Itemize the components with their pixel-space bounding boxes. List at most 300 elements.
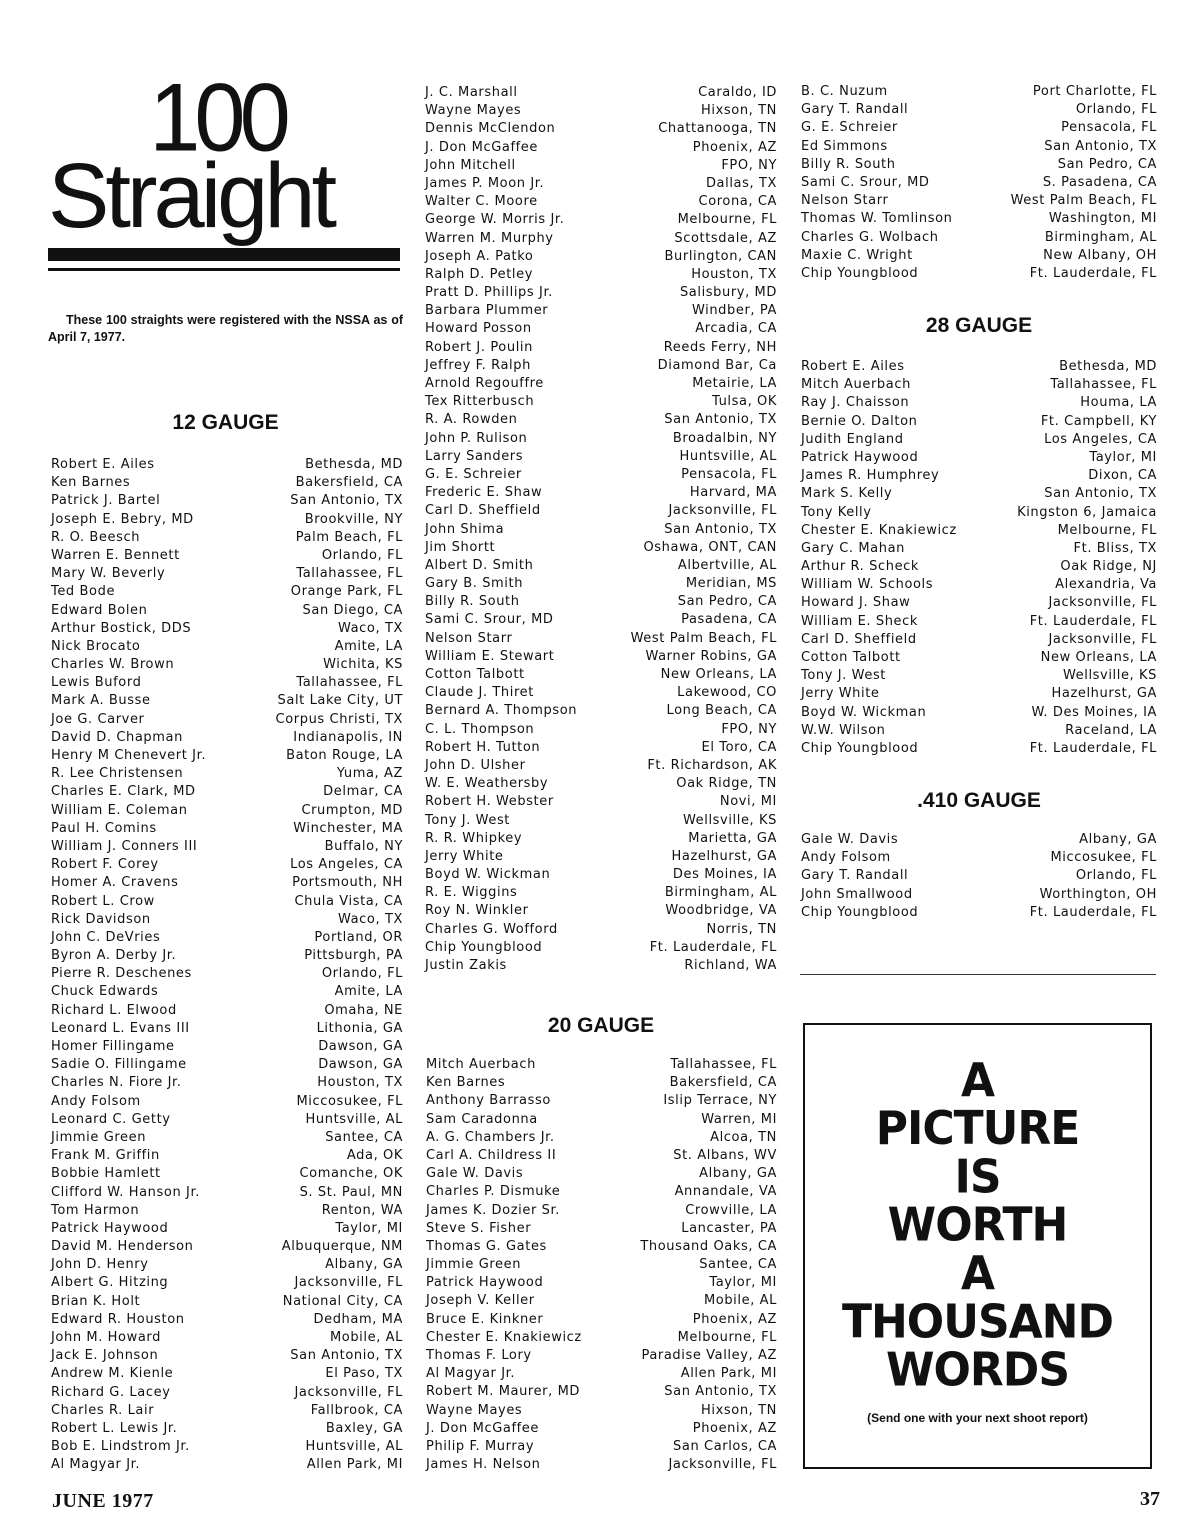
shooter-name: Joe G. Carver <box>51 711 145 727</box>
list-item <box>51 674 403 692</box>
shooter-location: Birmingham, AL <box>1044 229 1157 245</box>
list-item <box>425 393 777 411</box>
shooter-location: Hazelhurst, GA <box>1051 686 1157 702</box>
shooter-location: Chula Vista, CA <box>294 893 403 909</box>
list-item <box>51 820 403 838</box>
shooter-location: Melbourne, FL <box>1057 522 1157 538</box>
shooter-location: Taylor, MI <box>335 1220 403 1236</box>
list-item <box>425 648 777 666</box>
list-12-gauge-part2 <box>425 84 777 975</box>
shooter-location: Ft. Lauderdale, FL <box>649 939 777 955</box>
list-item <box>425 521 777 539</box>
shooter-location: Scottsdale, AZ <box>674 230 777 246</box>
shooter-location: Albany, GA <box>699 1166 777 1182</box>
shooter-name: Robert L. Crow <box>51 893 155 909</box>
shooter-location: Corona, CA <box>698 194 777 210</box>
shooter-location: FPO, NY <box>721 157 777 173</box>
list-item <box>426 1238 777 1256</box>
shooter-location: Burlington, CAN <box>664 248 777 264</box>
list-item <box>51 656 403 674</box>
shooter-name: Thomas W. Tomlinson <box>801 211 953 227</box>
list-item <box>801 594 1157 612</box>
list-item <box>426 1147 777 1165</box>
list-item <box>51 929 403 947</box>
shooter-name: Carl D. Sheffield <box>425 503 541 519</box>
title-rule-thin <box>48 268 400 271</box>
shooter-location: Lakewood, CO <box>677 685 777 701</box>
shooter-name: Jack E. Johnson <box>51 1348 159 1364</box>
shooter-location: Portsmouth, NH <box>292 875 403 891</box>
list-item <box>426 1365 777 1383</box>
list-item <box>51 1365 403 1383</box>
shooter-location: Pittsburgh, PA <box>304 948 403 964</box>
list-item <box>51 511 403 529</box>
list-item <box>51 856 403 874</box>
list-item <box>51 1184 403 1202</box>
shooter-name: Philip F. Murray <box>426 1438 535 1454</box>
list-item <box>51 602 403 620</box>
shooter-name: Robert J. Poulin <box>425 339 533 355</box>
list-item <box>425 830 777 848</box>
shooter-name: Chuck Edwards <box>51 984 159 1000</box>
list-item <box>426 1165 777 1183</box>
shooter-location: San Antonio, TX <box>1044 486 1157 502</box>
shooter-name: Charles G. Wofford <box>425 921 558 937</box>
ad-line: THOUSAND <box>841 1295 1114 1349</box>
shooter-location: Islip Terrace, NY <box>663 1093 777 1109</box>
shooter-name: Steve S. Fisher <box>426 1220 532 1236</box>
shooter-name: Patrick Haywood <box>51 1220 169 1236</box>
list-item <box>426 1129 777 1147</box>
shooter-name: R. Lee Christensen <box>51 766 184 782</box>
shooter-name: Sadie O. Fillingame <box>51 1057 187 1073</box>
shooter-name: John D. Henry <box>51 1257 149 1273</box>
shooter-location: Ft. Lauderdale, FL <box>1029 613 1157 629</box>
list-item <box>426 1256 777 1274</box>
shooter-name: Al Magyar Jr. <box>51 1457 141 1473</box>
shooter-name: Nelson Starr <box>801 193 889 209</box>
list-item <box>51 1438 403 1456</box>
shooter-location: Salisbury, MD <box>679 285 777 301</box>
shooter-name: Thomas F. Lory <box>426 1348 532 1363</box>
list-item <box>801 413 1157 431</box>
list-item <box>801 831 1157 849</box>
list-item <box>426 1056 777 1074</box>
shooter-location: Alcoa, TN <box>710 1129 777 1145</box>
list-item <box>426 1074 777 1092</box>
shooter-location: Wellsville, KS <box>682 812 777 828</box>
list-item <box>426 1383 777 1401</box>
shooter-location: Orlando, FL <box>321 547 403 563</box>
list-item <box>51 1274 403 1292</box>
shooter-name: Paul H. Comins <box>51 820 157 836</box>
shooter-location: Miccosukee, FL <box>296 1093 403 1109</box>
shooter-location: Jacksonville, FL <box>1048 631 1157 647</box>
list-28-gauge <box>801 358 1157 758</box>
shooter-name: Mary W. Beverly <box>51 566 166 582</box>
shooter-name: William E. Sheck <box>801 613 919 629</box>
list-item <box>801 904 1157 922</box>
heading-12-gauge: 12 GAUGE <box>172 411 279 434</box>
list-item <box>801 867 1157 885</box>
shooter-name: R. E. Wiggins <box>425 885 518 901</box>
shooter-location: Oshawa, ONT, CAN <box>643 539 777 555</box>
list-item <box>51 1311 403 1329</box>
shooter-name: Richard L. Elwood <box>51 1002 177 1018</box>
shooter-name: Tony J. West <box>425 812 511 828</box>
shooter-location: Jacksonville, FL <box>668 503 777 519</box>
shooter-name: Mitch Auerbach <box>426 1057 536 1072</box>
shooter-name: Chester E. Knakiewicz <box>801 522 957 538</box>
title-rule-thick <box>48 248 400 261</box>
shooter-name: Billy R. South <box>801 156 896 172</box>
shooter-name: Sam Caradonna <box>426 1111 538 1127</box>
shooter-location: Ft. Lauderdale, FL <box>1029 740 1157 756</box>
shooter-name: John M. Howard <box>51 1330 161 1345</box>
list-item <box>801 394 1157 412</box>
list-item <box>425 902 777 920</box>
shooter-name: Nick Brocato <box>51 638 141 654</box>
heading-20-gauge: 20 GAUGE <box>547 1014 655 1037</box>
shooter-location: Oak Ridge, TN <box>676 776 777 792</box>
list-item <box>51 1111 403 1129</box>
list-item <box>51 1384 403 1402</box>
ad-line: IS <box>954 1150 1001 1204</box>
shooter-name: Charles R. Lair <box>51 1402 155 1418</box>
shooter-name: Bernie O. Dalton <box>801 413 918 429</box>
shooter-location: Novi, MI <box>719 794 777 810</box>
shooter-location: West Palm Beach, FL <box>630 630 777 646</box>
list-item <box>801 704 1157 722</box>
shooter-location: San Antonio, TX <box>664 1384 777 1400</box>
shooter-name: Warren E. Bennett <box>51 547 180 563</box>
list-item <box>426 1202 777 1220</box>
shooter-location: Raceland, LA <box>1065 722 1157 738</box>
shooter-location: Huntsville, AL <box>679 448 777 464</box>
ad-headline <box>805 1053 1150 1398</box>
shooter-name: Jerry White <box>425 848 504 864</box>
shooter-location: Ft. Richardson, AK <box>647 757 777 773</box>
shooter-location: New Orleans, LA <box>660 667 777 682</box>
shooter-location: New Orleans, LA <box>1040 650 1157 665</box>
shooter-location: Metairie, LA <box>692 376 777 391</box>
list-item <box>51 783 403 801</box>
shooter-location: Ft. Campbell, KY <box>1040 413 1157 429</box>
shooter-name: Clifford W. Hanson Jr. <box>51 1184 200 1200</box>
shooter-name: William J. Conners III <box>51 838 198 854</box>
shooter-name: Bob E. Lindstrom Jr. <box>51 1439 190 1455</box>
list-item <box>801 247 1157 265</box>
list-20-gauge-part1 <box>426 1056 777 1474</box>
list-item <box>51 983 403 1001</box>
shooter-location: Tallahassee, FL <box>670 1057 777 1072</box>
shooter-name: Ralph D. Petley <box>425 266 533 282</box>
list-item <box>51 492 403 510</box>
list-item <box>51 711 403 729</box>
shooter-name: Sami C. Srour, MD <box>425 612 554 628</box>
shooter-name: Homer A. Cravens <box>51 875 179 891</box>
page-number: 37 <box>1140 1488 1160 1510</box>
shooter-name: Gary T. Randall <box>801 102 909 118</box>
list-item <box>425 484 777 502</box>
shooter-location: Pensacola, FL <box>681 466 777 482</box>
shooter-location: Paradise Valley, AZ <box>641 1348 777 1363</box>
list-item <box>51 547 403 565</box>
shooter-name: James K. Dozier Sr. <box>426 1202 560 1218</box>
shooter-name: Henry M Chenevert Jr. <box>51 748 207 763</box>
shooter-name: Patrick Haywood <box>801 449 919 465</box>
list-item <box>801 83 1157 101</box>
shooter-location: Jacksonville, FL <box>294 1384 403 1400</box>
list-item <box>51 456 403 474</box>
shooter-name: R. R. Whipkey <box>425 830 523 846</box>
shooter-location: Kingston 6, Jamaica <box>1017 504 1157 520</box>
shooter-location: Windber, PA <box>691 303 777 319</box>
list-item <box>425 739 777 757</box>
list-item <box>425 339 777 357</box>
shooter-name: Pierre R. Deschenes <box>51 966 192 982</box>
shooter-location: Arcadia, CA <box>695 321 777 337</box>
list-item <box>51 893 403 911</box>
list-item <box>801 485 1157 503</box>
shooter-name: Gary B. Smith <box>425 576 524 592</box>
shooter-name: Tony Kelly <box>801 504 872 520</box>
shooter-name: Wayne Mayes <box>426 1402 523 1418</box>
list-item <box>425 357 777 375</box>
shooter-name: John Mitchell <box>425 157 516 173</box>
page-title-word: Straight <box>48 145 334 247</box>
shooter-name: Joseph E. Bebry, MD <box>51 511 194 527</box>
shooter-name: David M. Henderson <box>51 1239 194 1255</box>
shooter-name: Robert M. Maurer, MD <box>426 1384 581 1400</box>
shooter-location: Salt Lake City, UT <box>277 693 403 709</box>
shooter-name: R. O. Beesch <box>51 529 141 545</box>
list-item <box>425 211 777 229</box>
shooter-name: W. E. Weathersby <box>425 776 549 792</box>
shooter-location: Houston, TX <box>317 1075 403 1091</box>
shooter-location: Hixson, TN <box>701 1402 777 1418</box>
shooter-name: Andy Folsom <box>51 1093 141 1109</box>
shooter-name: Joseph A. Patko <box>425 248 534 264</box>
shooter-name: Judith England <box>801 431 904 447</box>
list-item <box>425 102 777 120</box>
list-item <box>425 120 777 138</box>
shooter-location: Bakersfield, CA <box>295 475 403 491</box>
shooter-name: J. C. Marshall <box>425 85 518 100</box>
shooter-name: Charles P. Dismuke <box>426 1184 561 1200</box>
shooter-location: Santee, CA <box>699 1257 777 1273</box>
shooter-location: Dawson, GA <box>318 1057 403 1073</box>
list-item <box>51 1020 403 1038</box>
shooter-location: Fallbrook, CA <box>310 1402 403 1418</box>
shooter-name: R. A. Rowden <box>425 412 518 428</box>
list-item <box>51 1220 403 1238</box>
shooter-name: Bobbie Hamlett <box>51 1166 161 1182</box>
list-item <box>801 174 1157 192</box>
shooter-location: Omaha, NE <box>324 1002 403 1018</box>
shooter-name: Arnold Regouffre <box>425 376 544 391</box>
shooter-name: Richard G. Lacey <box>51 1384 171 1400</box>
list-item <box>801 540 1157 558</box>
list-item <box>51 1147 403 1165</box>
shooter-name: C. L. Thompson <box>425 721 535 737</box>
list-item <box>801 358 1157 376</box>
list-item <box>425 866 777 884</box>
list-item <box>51 1256 403 1274</box>
shooter-location: Ft. Lauderdale, FL <box>1029 265 1157 281</box>
list-item <box>51 1293 403 1311</box>
list-410-gauge <box>801 831 1157 922</box>
shooter-name: Boyd W. Wickman <box>425 867 551 883</box>
shooter-location: Corpus Christi, TX <box>275 711 403 727</box>
list-item <box>51 802 403 820</box>
list-item <box>51 474 403 492</box>
list-item <box>801 449 1157 467</box>
shooter-name: Anthony Barrasso <box>426 1093 551 1109</box>
list-item <box>801 101 1157 119</box>
shooter-location: Birmingham, AL <box>664 885 777 901</box>
heading-410-gauge: .410 GAUGE <box>917 789 1041 812</box>
shooter-location: S. St. Paul, MN <box>299 1184 403 1200</box>
shooter-name: Tom Harmon <box>51 1202 140 1218</box>
shooter-location: Houma, LA <box>1080 395 1157 411</box>
shooter-location: Huntsville, AL <box>305 1111 403 1127</box>
shooter-location: Mobile, AL <box>703 1293 777 1309</box>
shooter-name: Edward Bolen <box>51 602 148 618</box>
shooter-location: Pasadena, CA <box>681 612 777 628</box>
list-item <box>425 193 777 211</box>
shooter-location: Orlando, FL <box>1075 868 1157 884</box>
shooter-location: Alexandria, Va <box>1055 577 1157 593</box>
shooter-location: Albany, GA <box>325 1257 403 1273</box>
shooter-location: Los Angeles, CA <box>290 857 403 873</box>
shooter-location: Harvard, MA <box>689 485 777 501</box>
shooter-location: Houston, TX <box>691 266 777 282</box>
shooter-name: Gale W. Davis <box>801 832 899 847</box>
list-item <box>426 1183 777 1201</box>
list-item <box>51 565 403 583</box>
list-item <box>51 838 403 856</box>
list-item <box>801 740 1157 758</box>
shooter-location: Taylor, MI <box>1089 449 1157 465</box>
shooter-name: B. C. Nuzum <box>801 84 888 99</box>
shooter-name: Charles E. Clark, MD <box>51 784 196 800</box>
shooter-name: David D. Chapman <box>51 729 183 745</box>
shooter-location: West Palm Beach, FL <box>1010 193 1157 209</box>
shooter-location: Woodbridge, VA <box>665 903 777 919</box>
shooter-name: Chester E. Knakiewicz <box>426 1329 582 1345</box>
shooter-name: Dennis McClendon <box>425 121 556 137</box>
list-item <box>51 729 403 747</box>
shooter-location: Annandale, VA <box>674 1184 777 1200</box>
shooter-location: Jacksonville, FL <box>1048 595 1157 611</box>
issue-date: JUNE 1977 <box>52 1490 154 1512</box>
shooter-location: Phoenix, AZ <box>692 1311 777 1327</box>
column-divider <box>800 974 1156 975</box>
shooter-name: Byron A. Derby Jr. <box>51 948 177 964</box>
shooter-name: Chip Youngblood <box>801 740 919 756</box>
list-item <box>425 139 777 157</box>
list-item <box>425 466 777 484</box>
shooter-name: Lewis Buford <box>51 675 142 691</box>
shooter-location: Baton Rouge, LA <box>286 748 403 763</box>
shooter-location: Amite, LA <box>334 638 403 654</box>
shooter-location: Reeds Ferry, NH <box>663 339 777 355</box>
list-item <box>801 886 1157 904</box>
list-item <box>425 666 777 684</box>
shooter-location: Caraldo, ID <box>698 85 777 100</box>
list-item <box>801 156 1157 174</box>
shooter-name: Charles N. Fiore Jr. <box>51 1075 182 1091</box>
list-item <box>426 1456 777 1474</box>
shooter-location: Dallas, TX <box>705 175 777 191</box>
shooter-location: Albertville, AL <box>677 557 777 573</box>
shooter-name: Carl A. Childress II <box>426 1147 557 1163</box>
shooter-name: John D. Ulsher <box>425 757 526 773</box>
shooter-name: Roy N. Winkler <box>425 903 529 919</box>
list-item <box>51 874 403 892</box>
shooter-location: Tallahassee, FL <box>296 675 403 691</box>
list-item <box>425 775 777 793</box>
shooter-location: Orange Park, FL <box>290 584 403 600</box>
list-item <box>801 849 1157 867</box>
list-item <box>801 504 1157 522</box>
list-item <box>51 1074 403 1092</box>
shooter-location: Hixson, TN <box>701 103 777 119</box>
list-item <box>801 467 1157 485</box>
list-item <box>801 431 1157 449</box>
shooter-location: Norris, TN <box>706 921 777 937</box>
shooter-name: James H. Nelson <box>426 1457 541 1473</box>
shooter-name: J. Don McGaffee <box>425 139 538 155</box>
shooter-location: Thousand Oaks, CA <box>640 1238 777 1254</box>
heading-28-gauge: 28 GAUGE <box>925 314 1033 337</box>
shooter-location: Renton, WA <box>321 1202 403 1218</box>
shooter-location: Mobile, AL <box>329 1330 403 1345</box>
shooter-location: San Diego, CA <box>302 602 403 618</box>
list-item <box>51 911 403 929</box>
shooter-name: Tex Ritterbusch <box>425 394 535 410</box>
page-title-number: 100 <box>149 64 285 172</box>
shooter-location: Melbourne, FL <box>677 212 777 228</box>
shooter-name: Patrick Haywood <box>426 1275 544 1291</box>
list-item <box>51 529 403 547</box>
list-item <box>425 702 777 720</box>
shooter-name: Bruce E. Kinkner <box>426 1311 544 1327</box>
shooter-name: Larry Sanders <box>425 448 524 464</box>
shooter-location: Chattanooga, TN <box>658 121 777 137</box>
list-item <box>426 1311 777 1329</box>
shooter-location: Albany, GA <box>1079 832 1157 847</box>
shooter-location: Amite, LA <box>334 984 403 1000</box>
shooter-name: Frederic E. Shaw <box>425 485 543 501</box>
shooter-name: J. Don McGaffee <box>426 1420 539 1436</box>
shooter-name: Walter C. Moore <box>425 194 538 210</box>
shooter-name: A. G. Chambers Jr. <box>426 1129 555 1145</box>
list-item <box>425 575 777 593</box>
list-item <box>801 649 1157 667</box>
list-item <box>425 684 777 702</box>
shooter-name: Joseph V. Keller <box>426 1293 535 1309</box>
list-item <box>425 320 777 338</box>
list-item <box>425 157 777 175</box>
shooter-name: Pratt D. Phillips Jr. <box>425 285 553 301</box>
shooter-name: John C. DeVries <box>51 929 161 945</box>
list-item <box>51 1347 403 1365</box>
shooter-name: Billy R. South <box>425 594 520 610</box>
shooter-location: Waco, TX <box>337 620 403 636</box>
list-item <box>51 1329 403 1347</box>
